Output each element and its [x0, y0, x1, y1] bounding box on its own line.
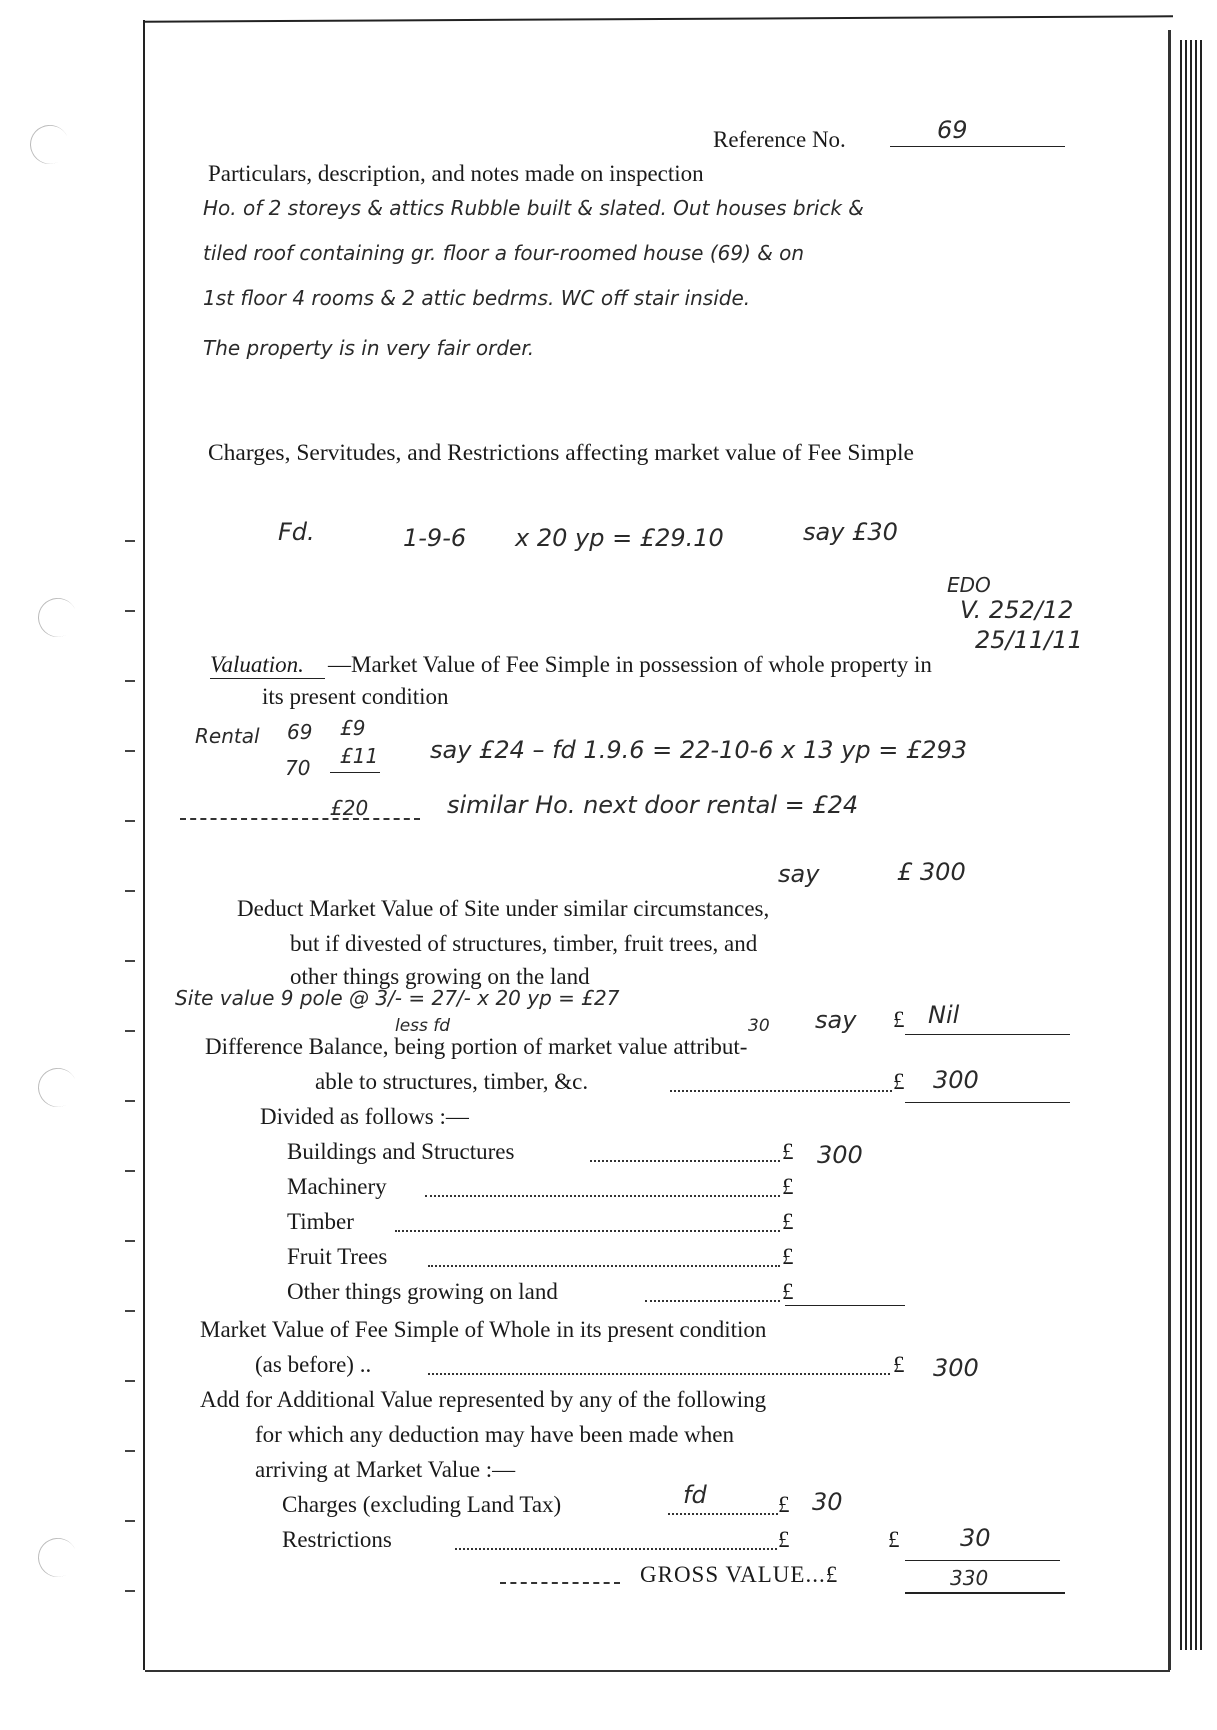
additional-total-value: 30: [960, 1524, 991, 1552]
margin-tick: [125, 1170, 135, 1172]
divided-underline: [785, 1305, 905, 1306]
page-left-edge: [143, 20, 145, 1670]
difference-currency: £: [893, 1069, 905, 1094]
divided-item-label: Fruit Trees: [287, 1244, 388, 1269]
site-net-value: 30: [748, 1016, 770, 1036]
gross-underline: [905, 1592, 1065, 1594]
punch-hole: [32, 592, 84, 644]
margin-tick: [125, 1240, 135, 1242]
rental-no: 69: [287, 720, 313, 744]
whole-line: (as before) ..: [255, 1352, 372, 1377]
charges-excl-note: fd: [683, 1481, 707, 1509]
site-value-note: Site value 9 pole @ 3/- = 27/- x 20 yp = £27: [175, 986, 620, 1010]
additional-line: for which any deduction may have been made when: [255, 1422, 734, 1447]
rental-calc: say £24 – fd 1.9.6 = 22-10-6 x 13 yp = £293: [430, 736, 968, 764]
rental-sum-line: [330, 772, 380, 773]
charges-calc: x 20 yp = £29.10: [515, 524, 724, 552]
rental-amount: £11: [340, 744, 379, 768]
page-bottom-edge: [145, 1670, 1170, 1672]
charges-calc: 1-9-6: [403, 524, 467, 552]
margin-tick: [125, 1100, 135, 1102]
rental-total: £20: [330, 796, 369, 820]
valuation-say-value: £ 300: [897, 858, 966, 886]
divided-item-label: Buildings and Structures: [287, 1139, 515, 1164]
charges-calc: say £30: [803, 518, 898, 546]
divided-item-label: Machinery: [287, 1174, 387, 1199]
margin-tick: [125, 820, 135, 822]
particulars-note: tiled roof containing gr. floor a four-roomed house (69) & on: [203, 241, 805, 265]
deduct-say: say: [815, 1006, 857, 1034]
rental-no: 70: [285, 756, 311, 780]
reference-underline: [890, 146, 1065, 147]
reference-label: Reference No.: [713, 127, 846, 152]
margin-tick: [125, 1310, 135, 1312]
page-top-edge: [143, 15, 1173, 22]
stamp-line: 25/11/11: [975, 626, 1083, 654]
rental-dashes: [180, 818, 420, 820]
valuation-title-underline: [210, 678, 325, 679]
margin-tick: [125, 750, 135, 752]
difference-underline: [905, 1102, 1070, 1103]
deduct-line: other things growing on the land: [290, 964, 590, 989]
divided-leader: [395, 1230, 780, 1232]
additional-total-currency: £: [888, 1527, 900, 1552]
page-right-edge: [1168, 30, 1171, 1670]
page-right-shadow: [1180, 40, 1202, 1650]
rental-amount: £9: [340, 716, 366, 740]
valuation-line: —Market Value of Fee Simple in possession of whole property in: [328, 652, 932, 677]
rental-note: similar Ho. next door rental = £24: [447, 791, 859, 819]
gross-dashes: [500, 1582, 620, 1584]
divided-currency: £: [782, 1279, 794, 1304]
margin-tick: [125, 680, 135, 682]
reference-value: 69: [937, 116, 968, 144]
margin-tick: [125, 1030, 135, 1032]
margin-tick: [125, 540, 135, 542]
difference-line: able to structures, timber, &c.: [315, 1069, 589, 1094]
deduct-underline: [905, 1034, 1070, 1035]
margin-tick: [125, 1590, 135, 1592]
particulars-heading: Particulars, description, and notes made on inspection: [208, 161, 704, 186]
stamp-line: V. 252/12: [960, 596, 1074, 624]
charges-heading: Charges, Servitudes, and Restrictions affecting market value of Fee Simple: [208, 440, 914, 466]
margin-tick: [125, 1380, 135, 1382]
additional-line: Add for Additional Value represented by any of the following: [200, 1387, 767, 1412]
particulars-note: The property is in very fair order.: [203, 336, 535, 360]
divided-leader: [590, 1160, 780, 1162]
say-label: say: [778, 860, 820, 888]
margin-tick: [125, 1450, 135, 1452]
particulars-note: 1st floor 4 rooms & 2 attic bedrms. WC off stair inside.: [203, 286, 751, 310]
deduct-line: Deduct Market Value of Site under similar circumstances,: [237, 896, 770, 921]
divided-heading: Divided as follows :—: [260, 1104, 469, 1129]
divided-currency: £: [782, 1209, 794, 1234]
gross-label: GROSS VALUE...£: [640, 1562, 839, 1587]
difference-leader: [670, 1090, 892, 1092]
whole-leader: [428, 1373, 890, 1375]
whole-currency: £: [893, 1352, 905, 1377]
deduct-currency: £: [893, 1007, 905, 1032]
divided-currency: £: [782, 1174, 794, 1199]
divided-leader: [645, 1300, 780, 1302]
margin-tick: [125, 1520, 135, 1522]
restrictions-label: Restrictions: [282, 1527, 392, 1552]
valuation-title: Valuation.: [210, 652, 304, 677]
whole-line: Market Value of Fee Simple of Whole in its present condition: [200, 1317, 767, 1342]
stamp-line: EDO: [947, 573, 991, 597]
divided-item-label: Timber: [287, 1209, 354, 1234]
difference-line: Difference Balance, being portion of market value attribut-: [205, 1034, 748, 1059]
particulars-note: Ho. of 2 storeys & attics Rubble built & slated. Out houses brick &: [203, 196, 864, 220]
deduct-value: Nil: [928, 1001, 960, 1029]
restrictions-currency: £: [778, 1527, 790, 1552]
whole-value: 300: [933, 1354, 979, 1382]
deduct-line: but if divested of structures, timber, fruit trees, and: [290, 931, 758, 956]
divided-currency: £: [782, 1139, 794, 1164]
divided-leader: [428, 1265, 780, 1267]
charges-excl-label: Charges (excluding Land Tax): [282, 1492, 562, 1517]
margin-tick: [125, 610, 135, 612]
additional-underline: [905, 1560, 1060, 1561]
less-fd-note: less fd: [395, 1016, 451, 1036]
charges-excl-leader: [668, 1513, 778, 1515]
rental-label: Rental: [195, 724, 260, 748]
divided-leader: [425, 1195, 780, 1197]
additional-line: arriving at Market Value :—: [255, 1457, 516, 1482]
restrictions-leader: [455, 1548, 777, 1550]
charges-calc: Fd.: [278, 518, 315, 546]
difference-value: 300: [933, 1066, 979, 1094]
valuation-line: its present condition: [262, 684, 449, 709]
divided-item-value: 300: [817, 1141, 863, 1169]
punch-hole: [24, 119, 76, 171]
punch-hole: [32, 1062, 84, 1114]
charges-excl-currency: £: [778, 1492, 790, 1517]
margin-tick: [125, 960, 135, 962]
charges-excl-value: 30: [812, 1488, 843, 1516]
divided-currency: £: [782, 1244, 794, 1269]
margin-tick: [125, 890, 135, 892]
divided-item-label: Other things growing on land: [287, 1279, 558, 1304]
punch-hole: [32, 1532, 84, 1584]
gross-value: 330: [950, 1566, 989, 1590]
